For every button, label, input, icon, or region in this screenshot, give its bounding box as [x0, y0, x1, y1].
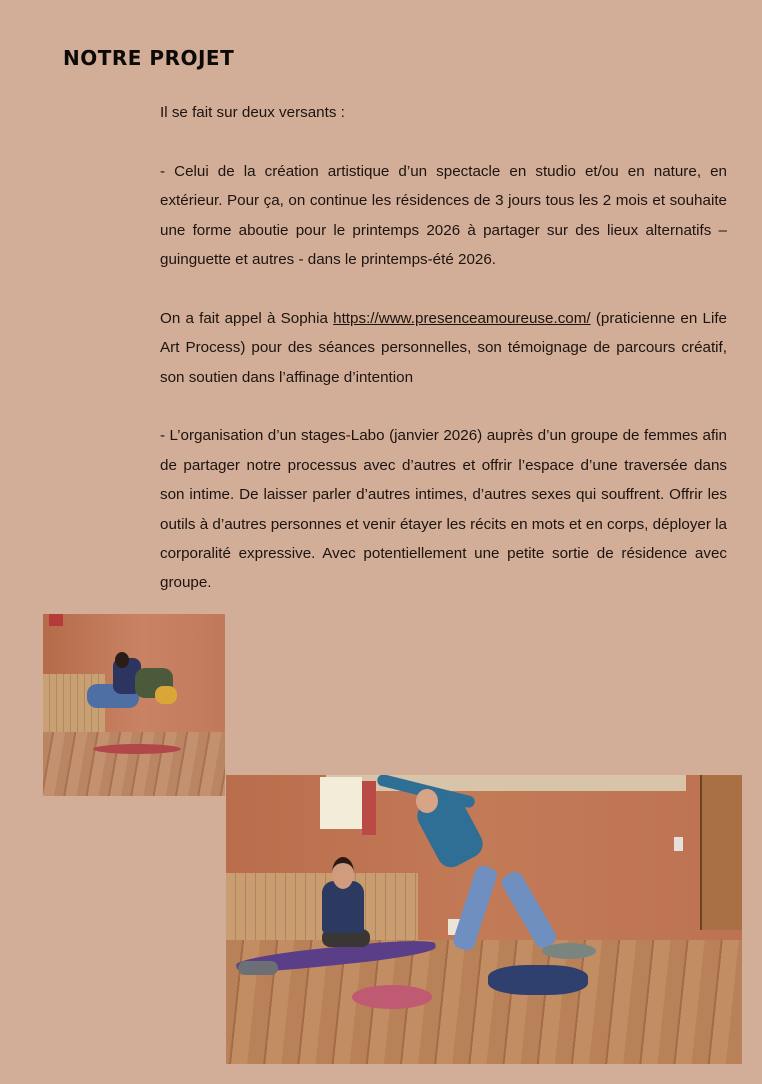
sophia-text-before: On a fait appel à Sophia — [160, 309, 334, 327]
stage-paragraph: - L’organisation d’un stages-Labo (janvier 2026) auprès d’un groupe de femmes afin de partager notre processus avec d’autres et offrir l’espace d’une traversée dans son intime. De laisser parler d’autres intimes, d’autres sexes qui souffrent. Offrir les outils à d’autres personnes et venir étayer les récits en mots et en corps, déployer la corporalité expressive. Avec potentiellement une petite sortie de résidence avec groupe. — [160, 427, 727, 592]
presence-amoureuse-link[interactable]: https://www.presenceamoureuse.com/ — [333, 309, 591, 327]
rehearsal-photo-dancer — [226, 775, 742, 1064]
body-text — [160, 98, 727, 598]
page-title: NOTRE PROJET — [63, 46, 235, 70]
rehearsal-photo-floor — [43, 614, 225, 796]
intro-paragraph: Il se fait sur deux versants : — [160, 104, 345, 121]
sophia-paragraph — [160, 304, 727, 392]
sophia-text-after: (praticienne en Life Art Process) pour des séances personnelles, son témoignage de parcours créatif, son soutien dans l’affinage d’intention — [160, 309, 727, 386]
creation-paragraph: - Celui de la création artistique d’un spectacle en studio et/ou en nature, en extérieur. Pour ça, on continue les résidences de 3 jours tous les 2 mois et souhaite une forme aboutie pour le printemps 2026 à partager sur des lieux alternatifs – guinguette et autres - dans le printemps-été 2026. — [160, 162, 727, 269]
